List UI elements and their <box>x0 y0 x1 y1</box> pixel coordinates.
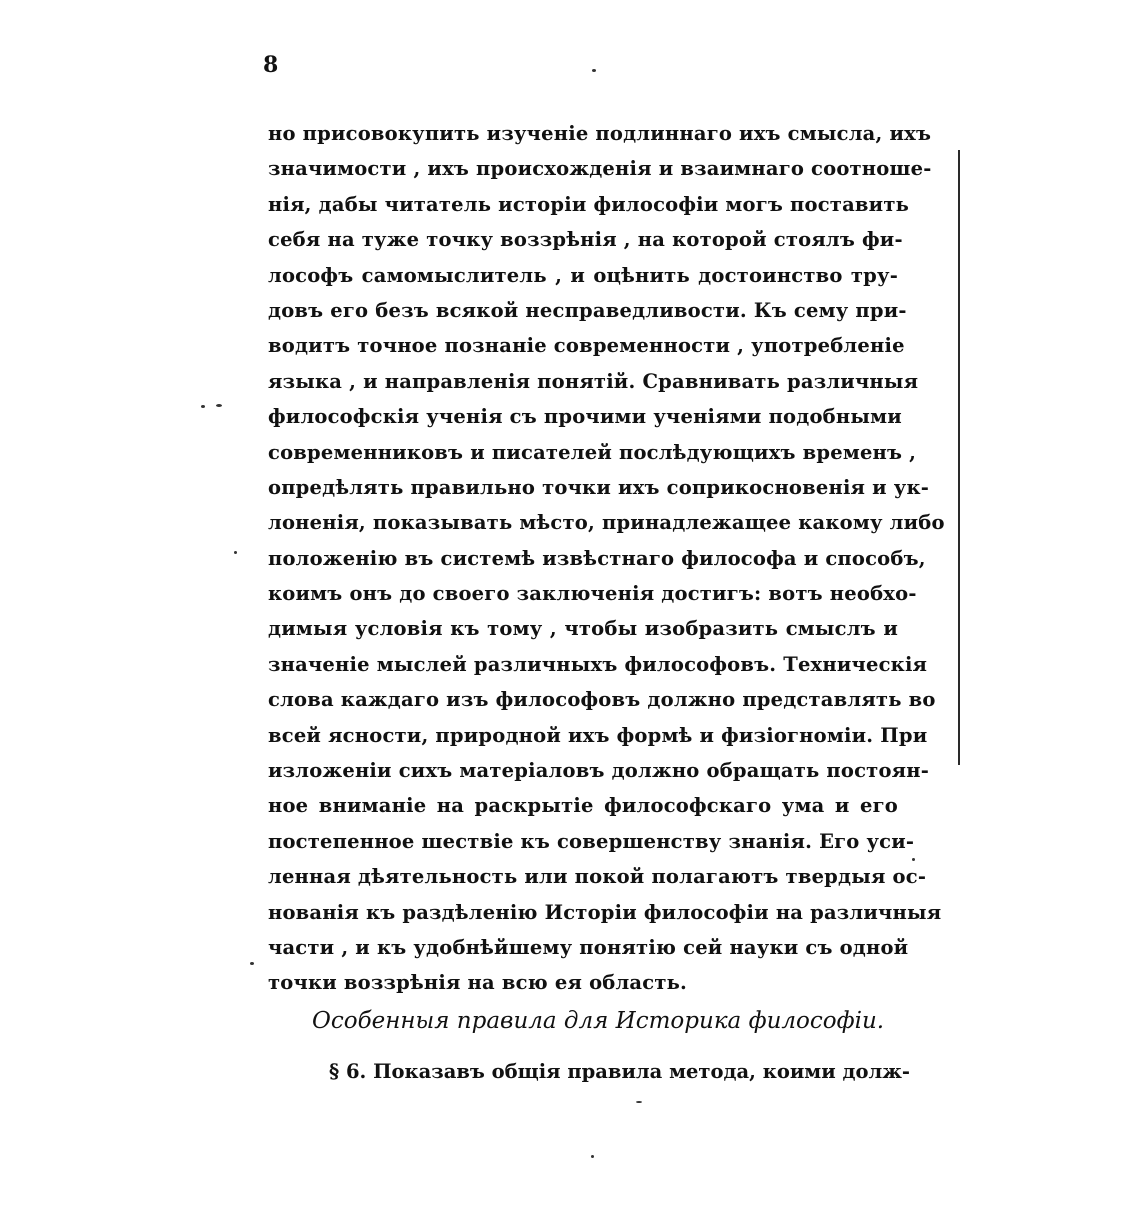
text-line: нія, дабы читатель исторіи философіи могъ поставить <box>268 192 910 216</box>
text-line: водитъ точное познаніе современности , употребленіе <box>268 334 905 358</box>
page-number: 8 <box>263 52 279 78</box>
text-line: довъ его безъ всякой несправедливости. Къ сему при- <box>268 298 907 322</box>
text-line: современниковъ и писателей послѣдующихъ временъ , <box>268 440 917 464</box>
scan-speck <box>592 69 596 72</box>
scan-speck <box>201 405 205 408</box>
scan-speck <box>591 1155 594 1158</box>
text-line: ное вниманіе на раскрытіе философскаго ума и его <box>268 794 898 818</box>
text-line: философскія ученія съ прочими ученіями подобными <box>268 405 902 429</box>
text-line: нованія къ раздѣленію Исторіи философіи на различныя <box>268 900 942 924</box>
text-line: изложеніи сихъ матеріаловъ должно обращать постоян- <box>268 759 930 783</box>
text-line: всей ясности, природной ихъ формѣ и физіогноміи. При <box>268 723 928 747</box>
text-line: опредѣлять правильно точки ихъ соприкосновенія и ук- <box>268 475 930 499</box>
text-line: положенію въ системѣ извѣстнаго философа и способъ, <box>268 546 926 570</box>
text-line: слова каждаго изъ философовъ должно представлять во <box>268 688 936 712</box>
scan-speck <box>912 858 915 861</box>
text-line: точки воззрѣнія на всю ея область. <box>268 971 688 995</box>
text-line: значимости , ихъ происхожденія и взаимнаго соотноше- <box>268 157 932 181</box>
section-text-line: § 6. Показавъ общія правила метода, коими долж- <box>329 1060 911 1083</box>
text-line: постепенное шествіе къ совершенству знанія. Его уси- <box>268 829 915 853</box>
margin-rule <box>958 150 960 765</box>
scan-speck <box>216 404 222 407</box>
text-line: лософъ самомыслитель , и оцѣнить достоинство тру- <box>268 263 898 287</box>
text-line: но присовокупить изученіе подлиннаго ихъ смысла, ихъ <box>268 122 932 145</box>
body-text <box>268 116 945 1001</box>
text-line: языка , и направленія понятій. Сравнивать различныя <box>268 369 919 393</box>
scan-speck <box>250 962 254 965</box>
scan-speck <box>234 551 237 554</box>
text-line: димыя условія къ тому , чтобы изобразить смыслъ и <box>268 617 898 641</box>
text-line: себя на туже точку воззрѣнія , на которой стоялъ фи- <box>268 228 903 252</box>
text-line: ленная дѣятельность или покой полагаютъ твердыя ос- <box>268 865 927 889</box>
text-line: значеніе мыслей различныхъ философовъ. Техническія <box>268 652 928 676</box>
text-line: коимъ онъ до своего заключенія достигъ: вотъ необхо- <box>268 582 917 606</box>
text-line: части , и къ удобнѣйшему понятію сей науки съ одной <box>268 935 909 959</box>
section-heading: Особенныя правила для Историка философіи. <box>312 1008 885 1034</box>
scan-speck <box>636 1101 642 1103</box>
text-line: лоненія, показывать мѣсто, принадлежащее какому либо <box>268 511 945 535</box>
